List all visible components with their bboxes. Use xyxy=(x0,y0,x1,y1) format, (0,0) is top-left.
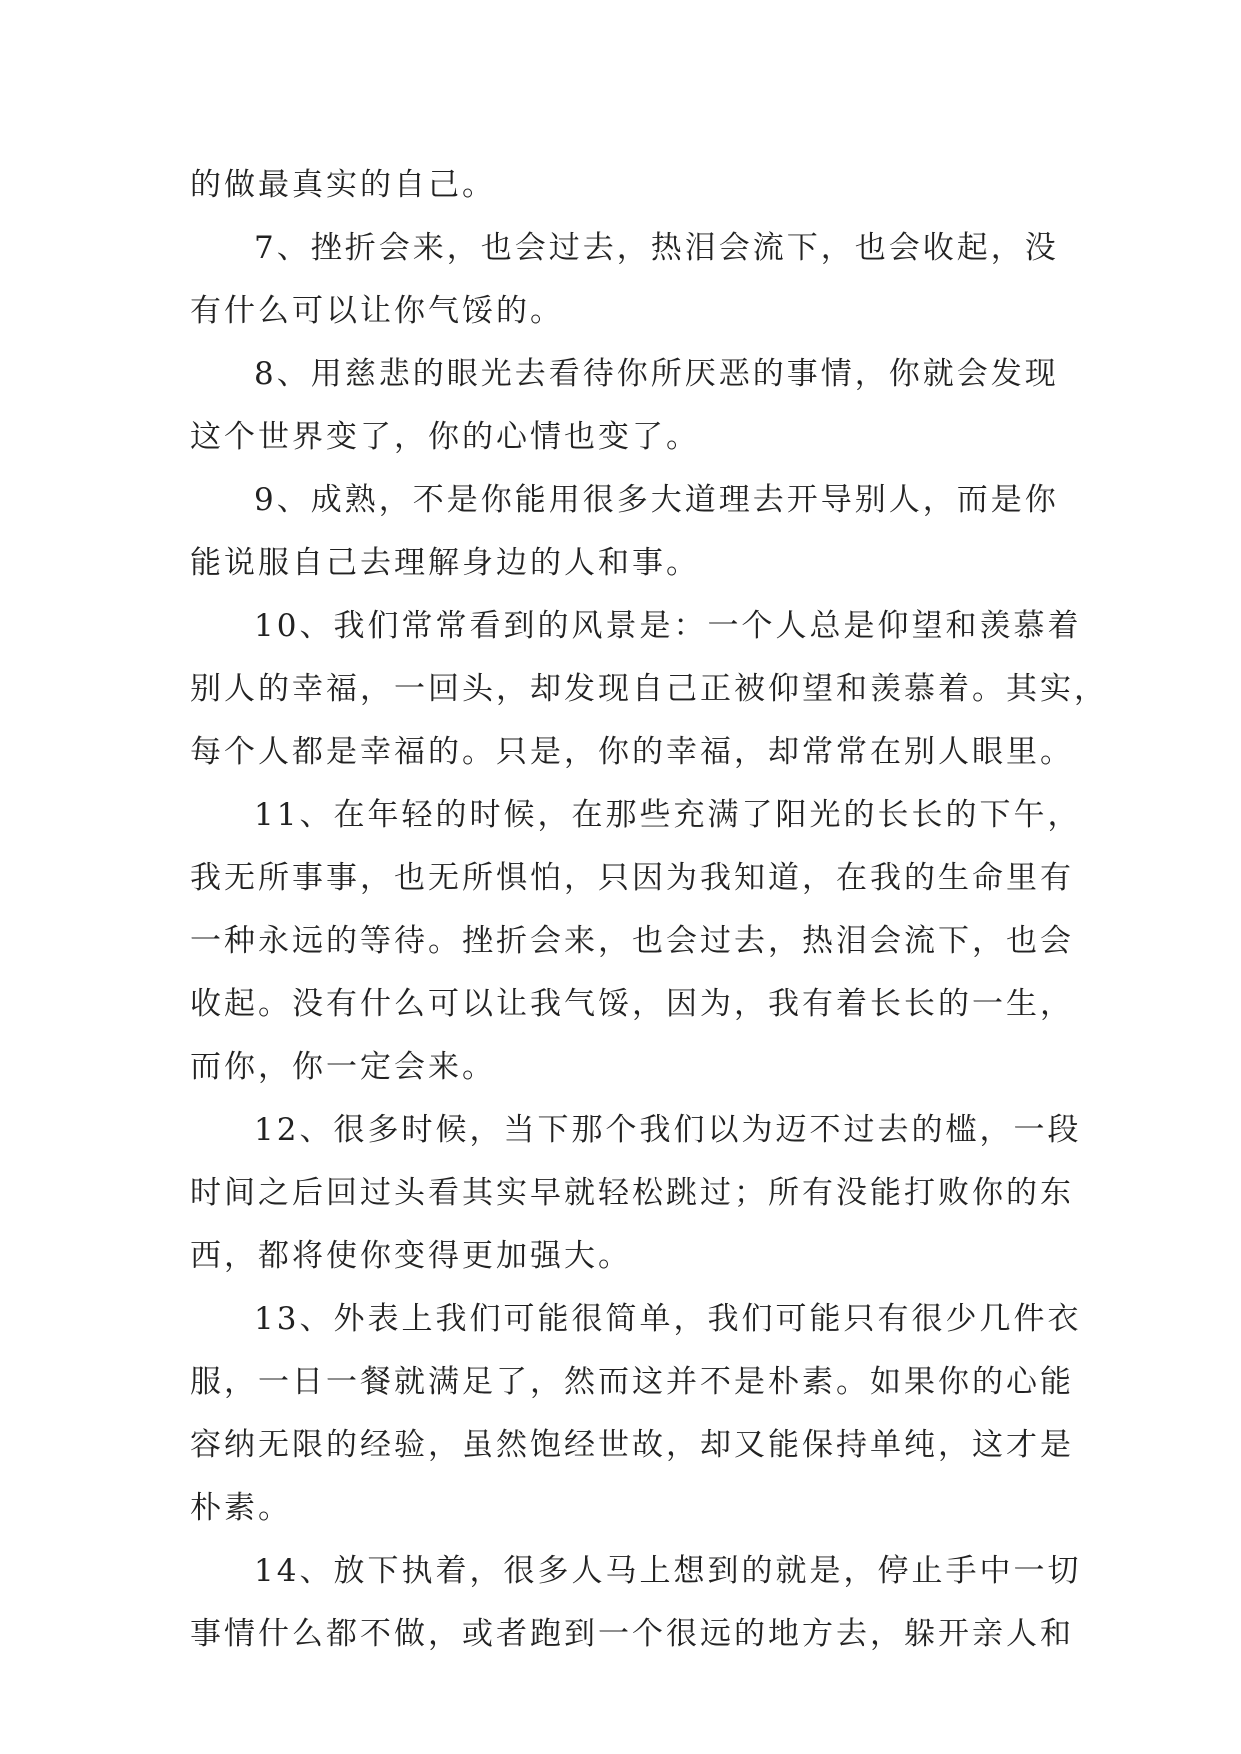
text-line: 的做最真实的自己。 xyxy=(190,167,496,203)
paragraph-13 xyxy=(190,1288,1082,1540)
text-line: 11、在年轻的时候，在那些充满了阳光的长长的下午， xyxy=(254,797,1082,833)
paragraph-11 xyxy=(190,784,1082,1099)
paragraph-7 xyxy=(190,217,1059,343)
paragraph-8 xyxy=(190,343,1059,469)
text-line: 服，一日一餐就满足了，然而这并不是朴素。如果你的心能 xyxy=(190,1364,1074,1400)
text-line: 能说服自己去理解身边的人和事。 xyxy=(190,545,700,581)
text-line: 别人的幸福，一回头，却发现自己正被仰望和羡慕着。其实， xyxy=(190,671,1108,707)
text-line: 9、成熟，不是你能用很多大道理去开导别人，而是你 xyxy=(254,482,1059,518)
text-line: 时间之后回过头看其实早就轻松跳过；所有没能打败你的东 xyxy=(190,1175,1074,1211)
text-line: 收起。没有什么可以让我气馁，因为，我有着长长的一生， xyxy=(190,986,1074,1022)
text-line: 这个世界变了，你的心情也变了。 xyxy=(190,419,700,455)
text-line: 每个人都是幸福的。只是，你的幸福，却常常在别人眼里。 xyxy=(190,734,1074,770)
document-body xyxy=(190,154,1108,1666)
text-line: 事情什么都不做，或者跑到一个很远的地方去，躲开亲人和 xyxy=(190,1616,1074,1652)
text-line: 西，都将使你变得更加强大。 xyxy=(190,1238,632,1274)
text-line: 我无所事事，也无所惧怕，只因为我知道，在我的生命里有 xyxy=(190,860,1074,896)
text-line: 有什么可以让你气馁的。 xyxy=(190,293,564,329)
text-line: 容纳无限的经验，虽然饱经世故，却又能保持单纯，这才是 xyxy=(190,1427,1074,1463)
text-line: 而你，你一定会来。 xyxy=(190,1049,496,1085)
text-line: 13、外表上我们可能很简单，我们可能只有很少几件衣 xyxy=(254,1301,1082,1337)
text-line: 朴素。 xyxy=(190,1490,292,1526)
text-line: 12、很多时候，当下那个我们以为迈不过去的槛，一段 xyxy=(254,1112,1082,1148)
text-line: 一种永远的等待。挫折会来，也会过去，热泪会流下，也会 xyxy=(190,923,1074,959)
paragraph-12 xyxy=(190,1099,1082,1288)
paragraph-10 xyxy=(190,595,1108,784)
text-line: 8、用慈悲的眼光去看待你所厌恶的事情，你就会发现 xyxy=(254,356,1059,392)
text-line: 10、我们常常看到的风景是：一个人总是仰望和羡慕着 xyxy=(254,608,1082,644)
paragraph-9 xyxy=(190,469,1059,595)
paragraph-14 xyxy=(190,1540,1082,1666)
text-line: 7、挫折会来，也会过去，热泪会流下，也会收起，没 xyxy=(254,230,1059,266)
paragraph xyxy=(190,154,1055,217)
text-line: 14、放下执着，很多人马上想到的就是，停止手中一切 xyxy=(254,1553,1082,1589)
